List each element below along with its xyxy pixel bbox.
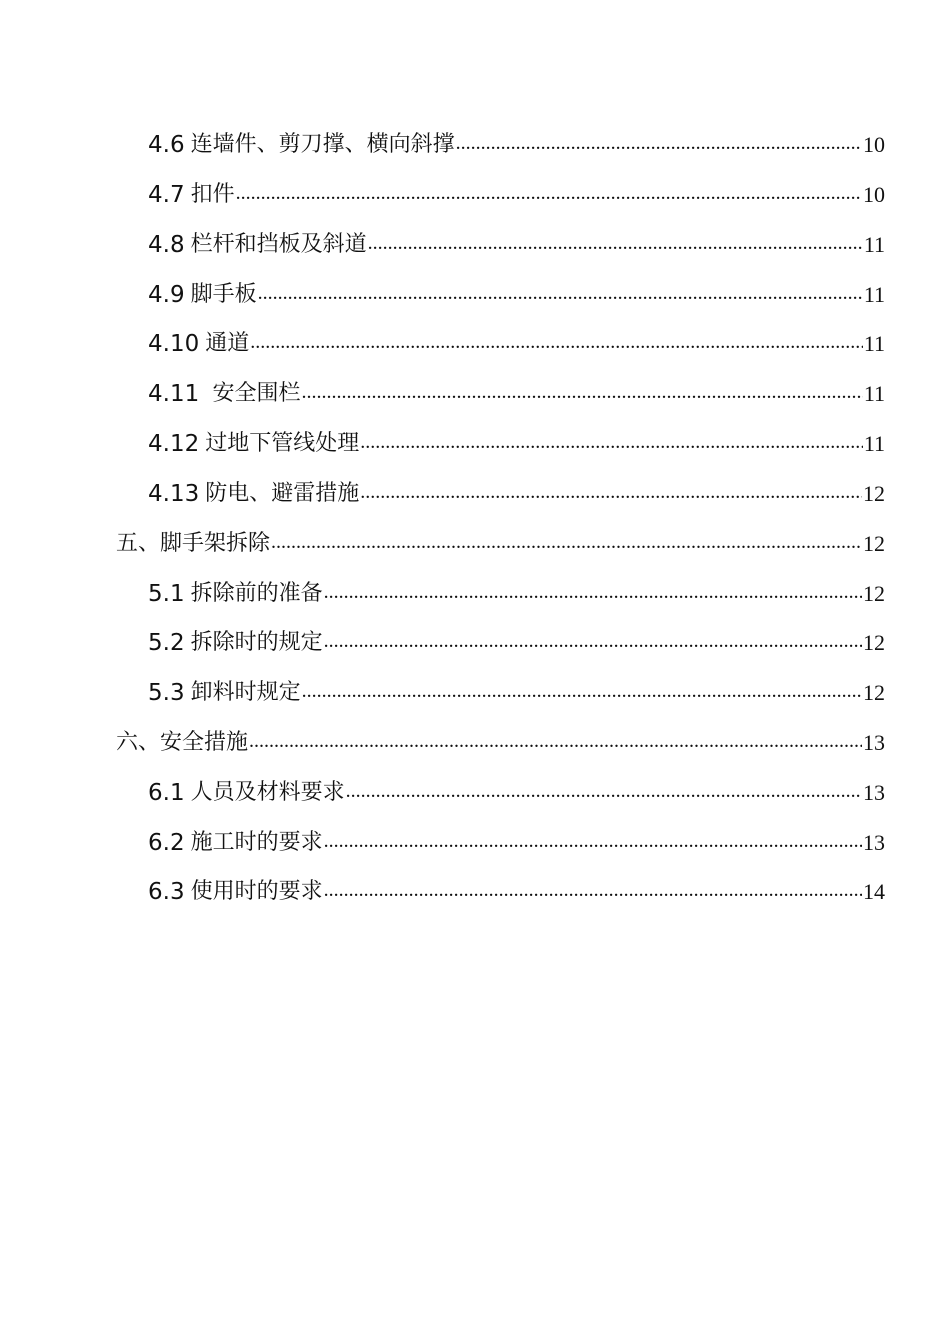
toc-entry[interactable]	[148, 329, 885, 359]
toc-entry[interactable]	[148, 230, 885, 260]
toc-entry-number: 5.2	[148, 630, 185, 656]
toc-entry[interactable]	[148, 877, 885, 907]
toc-leader-dots	[271, 527, 862, 557]
toc-entry[interactable]	[148, 130, 885, 160]
toc-entry-page: 10	[863, 182, 885, 207]
toc-leader-dots	[258, 278, 863, 308]
toc-entry-number: 4.13	[148, 481, 200, 507]
toc-entry-number: 4.12	[148, 431, 200, 457]
toc-entry-number: 4.9	[148, 282, 185, 308]
toc-entry[interactable]	[148, 678, 885, 708]
toc-entry-page: 12	[863, 581, 885, 606]
toc-section-entry[interactable]	[116, 728, 885, 758]
toc-leader-dots	[324, 626, 862, 656]
toc-leader-dots	[346, 776, 862, 806]
toc-entry-page: 12	[863, 630, 885, 655]
toc-leader-dots	[360, 477, 862, 507]
toc-entry-page: 13	[863, 730, 885, 755]
toc-entry-number: 6.3	[148, 879, 185, 905]
toc-entry[interactable]	[148, 429, 885, 459]
toc-entry-page: 11	[863, 381, 885, 406]
toc-entry-title: 通道	[205, 331, 250, 356]
toc-section-entry[interactable]	[116, 529, 885, 559]
toc-entry-number: 6.1	[148, 780, 185, 806]
toc-leader-dots	[324, 875, 862, 905]
toc-leader-dots	[302, 676, 862, 706]
toc-entry-number: 5.3	[148, 680, 185, 706]
toc-leader-dots	[456, 128, 862, 158]
toc-entry-title: 拆除时的规定	[190, 630, 323, 655]
toc-entry[interactable]	[148, 778, 885, 808]
toc-entry-title: 防电、避雷措施	[205, 481, 360, 506]
toc-entry-title: 连墙件、剪刀撑、横向斜撑	[190, 132, 455, 157]
toc-leader-dots	[360, 427, 863, 457]
toc-entry-title: 脚手板	[190, 282, 257, 307]
toc-entry-title: 施工时的要求	[190, 830, 323, 855]
toc-entry[interactable]	[148, 180, 885, 210]
toc-entry[interactable]	[148, 479, 885, 509]
toc-entry-number: 4.10	[148, 331, 200, 357]
toc-entry-page: 12	[863, 680, 885, 705]
toc-entry-page: 11	[863, 331, 885, 356]
toc-entry[interactable]	[148, 579, 885, 609]
toc-entry-page: 11	[863, 282, 885, 307]
toc-entry-page: 12	[863, 531, 885, 556]
toc-leader-dots	[250, 327, 863, 357]
toc-leader-dots	[302, 377, 863, 407]
toc-entry-page: 10	[863, 132, 885, 157]
toc-entry-title: 卸料时规定	[190, 680, 301, 705]
toc-leader-dots	[324, 577, 862, 607]
toc-entry-title: 安全围栏	[212, 381, 301, 406]
toc-entry-title: 五、脚手架拆除	[116, 531, 271, 556]
toc-entry-page: 12	[863, 481, 885, 506]
toc-entry-number: 4.6	[148, 132, 185, 158]
toc-entry[interactable]	[148, 628, 885, 658]
toc-entry-number: 4.8	[148, 232, 185, 258]
toc-entry-number: 4.11	[148, 381, 207, 407]
toc-entry-title: 过地下管线处理	[205, 431, 360, 456]
toc-entry-page: 11	[863, 431, 885, 456]
toc-entry-title: 扣件	[190, 182, 235, 207]
toc-entry-page: 14	[863, 879, 885, 904]
toc-entry-title: 六、安全措施	[116, 730, 249, 755]
toc-entry-title: 人员及材料要求	[190, 780, 345, 805]
toc-entry[interactable]	[148, 828, 885, 858]
toc-entry-title: 拆除前的准备	[190, 581, 323, 606]
toc-entry-number: 6.2	[148, 830, 185, 856]
toc-entry-page: 13	[863, 780, 885, 805]
toc-entry[interactable]	[148, 379, 885, 409]
toc-entry-title: 栏杆和挡板及斜道	[190, 232, 367, 257]
toc-leader-dots	[324, 826, 862, 856]
toc-entry-number: 4.7	[148, 182, 185, 208]
toc-entry-page: 13	[863, 830, 885, 855]
toc-entry-title: 使用时的要求	[190, 879, 323, 904]
toc-leader-dots	[236, 178, 862, 208]
toc-entry-number: 5.1	[148, 581, 185, 607]
toc-entry-page: 11	[863, 232, 885, 257]
toc-entry[interactable]	[148, 280, 885, 310]
toc-leader-dots	[249, 726, 862, 756]
toc-leader-dots	[368, 228, 863, 258]
